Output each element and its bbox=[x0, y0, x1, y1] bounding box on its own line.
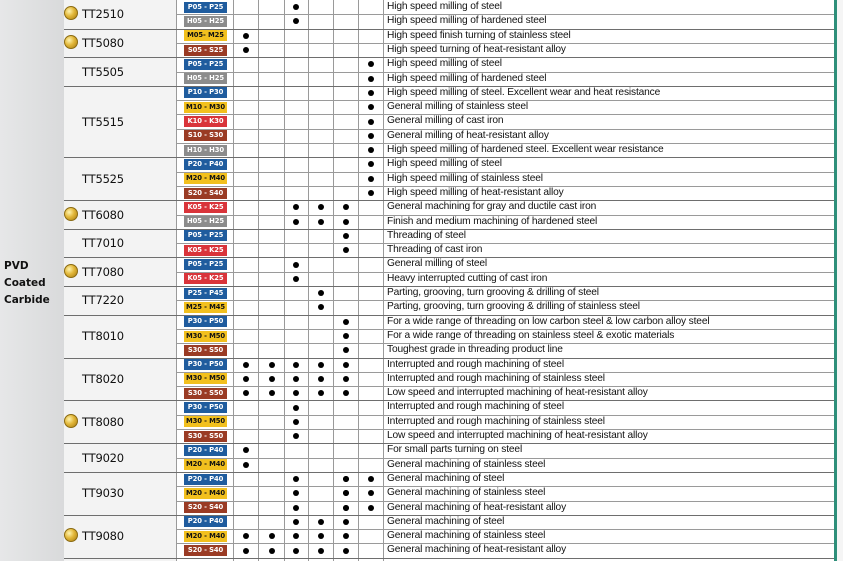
application-dot bbox=[318, 204, 324, 210]
application-dot bbox=[293, 262, 299, 268]
iso-range-badge: M20 - M40 bbox=[185, 488, 226, 497]
application-description: General milling of heat-resistant alloy bbox=[387, 129, 549, 141]
application-dot bbox=[343, 333, 349, 339]
application-dot bbox=[293, 476, 299, 482]
application-description: Heavy interrupted cutting of cast iron bbox=[387, 272, 548, 284]
gold-coin-icon bbox=[64, 207, 78, 221]
application-description: Toughest grade in threading product line bbox=[387, 344, 563, 356]
grade-name: TT7010 bbox=[82, 236, 124, 251]
iso-range-badge: M05- M25 bbox=[184, 30, 227, 41]
application-dot bbox=[343, 247, 349, 253]
application-dot bbox=[343, 362, 349, 368]
iso-range-badge: M30 - M50 bbox=[185, 417, 226, 426]
grade-name: TT6080 bbox=[82, 207, 124, 222]
iso-range-badge: P20 - P40 bbox=[184, 445, 227, 456]
application-dot bbox=[343, 476, 349, 482]
application-description: Threading of cast iron bbox=[387, 244, 483, 256]
iso-range-badge: M20 - M40 bbox=[185, 460, 226, 469]
iso-range-badge: S30 - S50 bbox=[184, 431, 227, 442]
iso-range-badge: K05 - K25 bbox=[184, 202, 227, 213]
grade-name: TT5525 bbox=[82, 171, 124, 186]
application-description: Interrupted and rough machining of stainless steel bbox=[387, 372, 605, 384]
application-description: For a wide range of threading on stainless steel & exotic materials bbox=[387, 329, 675, 341]
application-dot bbox=[318, 304, 324, 310]
application-description: High speed milling of hardened steel bbox=[387, 72, 547, 84]
application-dot bbox=[368, 490, 374, 496]
application-dot bbox=[343, 490, 349, 496]
iso-range-badge: M20 - M40 bbox=[185, 531, 226, 540]
application-description: General machining of heat-resistant alloy bbox=[387, 544, 567, 556]
application-dot bbox=[368, 119, 374, 125]
application-description: Low speed and interrupted machining of heat-resistant alloy bbox=[387, 430, 648, 441]
application-dot bbox=[269, 548, 275, 554]
row-divider bbox=[176, 429, 834, 430]
application-description: High speed milling of hardened steel bbox=[387, 15, 547, 27]
application-dot bbox=[368, 147, 374, 153]
grade-name: TT9030 bbox=[82, 486, 124, 501]
grade-divider bbox=[64, 558, 834, 559]
application-dot bbox=[293, 18, 299, 24]
application-dot bbox=[269, 533, 275, 539]
iso-range-badge: M10 - M30 bbox=[185, 102, 226, 111]
application-dot bbox=[293, 4, 299, 10]
grade-name: TT7220 bbox=[82, 293, 124, 308]
application-dot bbox=[368, 61, 374, 67]
application-description: General machining of steel bbox=[387, 472, 505, 484]
application-dot bbox=[293, 519, 299, 525]
application-dot bbox=[243, 447, 249, 453]
application-description: High speed finish turning of stainless steel bbox=[387, 29, 571, 41]
application-dot bbox=[243, 548, 249, 554]
row-divider bbox=[176, 501, 834, 502]
iso-range-badge: P30 - P50 bbox=[184, 316, 227, 327]
grade-name: TT8010 bbox=[82, 329, 124, 344]
application-description: General machining of stainless steel bbox=[387, 458, 546, 470]
application-description: General milling of steel bbox=[387, 258, 488, 270]
application-description: High speed milling of steel bbox=[387, 58, 502, 70]
application-dot bbox=[343, 548, 349, 554]
application-description: High speed milling of steel bbox=[387, 158, 502, 170]
application-dot bbox=[318, 533, 324, 539]
column-divider bbox=[383, 0, 384, 561]
application-description: General machining of stainless steel bbox=[387, 487, 546, 499]
right-edge-margin bbox=[837, 0, 843, 561]
iso-range-badge: S05 - S25 bbox=[184, 45, 227, 56]
application-description: Interrupted and rough machining of stainless steel bbox=[387, 415, 605, 427]
application-description: General machining of stainless steel bbox=[387, 530, 546, 542]
application-description: General milling of stainless steel bbox=[387, 101, 528, 113]
application-dot bbox=[318, 362, 324, 368]
application-dot bbox=[318, 519, 324, 525]
grade-name: TT7080 bbox=[82, 264, 124, 279]
application-description: High speed turning of heat-resistant alloy bbox=[387, 43, 566, 55]
column-divider bbox=[284, 0, 285, 561]
row-divider bbox=[176, 72, 834, 73]
row-divider bbox=[176, 172, 834, 173]
iso-range-badge: H05 - H25 bbox=[184, 16, 227, 27]
gold-coin-icon bbox=[64, 264, 78, 278]
application-description: General machining of steel bbox=[387, 515, 505, 527]
row-divider bbox=[176, 215, 834, 216]
column-divider bbox=[333, 0, 334, 561]
row-divider bbox=[176, 343, 834, 344]
application-dot bbox=[293, 419, 299, 425]
iso-range-badge: P20 - P40 bbox=[184, 159, 227, 170]
iso-range-badge: M25 - M45 bbox=[185, 302, 226, 311]
application-dot bbox=[293, 390, 299, 396]
row-divider bbox=[176, 329, 834, 330]
row-divider bbox=[176, 372, 834, 373]
application-description: General machining of heat-resistant alloy bbox=[387, 501, 567, 513]
application-dot bbox=[269, 390, 275, 396]
application-dot bbox=[243, 390, 249, 396]
column-divider bbox=[176, 0, 177, 561]
iso-range-badge: P30 - P50 bbox=[184, 359, 227, 370]
row-divider bbox=[176, 143, 834, 144]
application-dot bbox=[293, 276, 299, 282]
application-dot bbox=[293, 376, 299, 382]
iso-range-badge: M30 - M50 bbox=[185, 374, 226, 383]
iso-range-badge: P05 - P25 bbox=[184, 230, 227, 241]
application-description: Interrupted and rough machining of steel bbox=[387, 401, 564, 413]
application-dot bbox=[293, 433, 299, 439]
application-description: High speed milling of stainless steel bbox=[387, 172, 543, 184]
application-dot bbox=[293, 533, 299, 539]
row-divider bbox=[176, 100, 834, 101]
application-dot bbox=[368, 90, 374, 96]
iso-range-badge: P10 - P30 bbox=[184, 87, 227, 98]
application-dot bbox=[243, 376, 249, 382]
application-dot bbox=[293, 405, 299, 411]
application-dot bbox=[368, 161, 374, 167]
application-dot bbox=[243, 462, 249, 468]
row-divider bbox=[176, 243, 834, 244]
application-dot bbox=[318, 290, 324, 296]
application-description: Finish and medium machining of hardened steel bbox=[387, 215, 598, 227]
iso-range-badge: S30 - S50 bbox=[184, 388, 227, 399]
iso-range-badge: P20 - P40 bbox=[184, 516, 227, 527]
grade-name: TT2510 bbox=[82, 7, 124, 22]
application-dot bbox=[293, 505, 299, 511]
application-dot bbox=[293, 548, 299, 554]
application-dot bbox=[368, 176, 374, 182]
application-description: For small parts turning on steel bbox=[387, 444, 523, 456]
iso-range-badge: M30 - M50 bbox=[185, 331, 226, 340]
application-description: Parting, grooving, turn grooving & drilling of steel bbox=[387, 287, 599, 298]
application-dot bbox=[318, 219, 324, 225]
application-dot bbox=[343, 376, 349, 382]
iso-range-badge: P05 - P25 bbox=[184, 59, 227, 70]
iso-range-badge: P05 - P25 bbox=[184, 259, 227, 270]
application-dot bbox=[368, 76, 374, 82]
application-description: Threading of steel bbox=[387, 229, 466, 241]
application-description: Low speed and interrupted machining of heat-resistant alloy bbox=[387, 387, 648, 399]
application-dot bbox=[343, 505, 349, 511]
application-dot bbox=[318, 390, 324, 396]
iso-range-badge: H05 - H25 bbox=[184, 73, 227, 84]
application-dot bbox=[269, 362, 275, 368]
iso-range-badge: P25 - P45 bbox=[184, 288, 227, 299]
application-dot bbox=[269, 376, 275, 382]
row-divider bbox=[176, 415, 834, 416]
iso-range-badge: K05 - K25 bbox=[184, 273, 227, 284]
grade-name: TT9020 bbox=[82, 450, 124, 465]
grade-name: TT5505 bbox=[82, 64, 124, 79]
row-divider bbox=[176, 14, 834, 15]
application-dot bbox=[343, 533, 349, 539]
row-divider bbox=[176, 386, 834, 387]
iso-range-badge: K05 - K25 bbox=[184, 245, 227, 256]
application-dot bbox=[368, 476, 374, 482]
application-dot bbox=[243, 47, 249, 53]
grade-name: TT9080 bbox=[82, 529, 124, 544]
row-divider bbox=[176, 43, 834, 44]
row-divider bbox=[176, 272, 834, 273]
application-description: General machining for gray and ductile cast iron bbox=[387, 201, 597, 213]
iso-range-badge: P20 - P40 bbox=[184, 474, 227, 485]
iso-range-badge: P05 - P25 bbox=[184, 2, 227, 13]
grade-column-background bbox=[64, 0, 176, 561]
row-divider bbox=[176, 458, 834, 459]
grade-name: TT8080 bbox=[82, 414, 124, 429]
iso-range-badge: S20 - S40 bbox=[184, 188, 227, 199]
application-description: General milling of cast iron bbox=[387, 115, 504, 127]
row-divider bbox=[176, 114, 834, 115]
application-description: High speed milling of steel bbox=[387, 1, 502, 12]
iso-range-badge: M20 - M40 bbox=[185, 174, 226, 183]
grade-name: TT5515 bbox=[82, 114, 124, 129]
application-dot bbox=[318, 376, 324, 382]
application-dot bbox=[343, 319, 349, 325]
row-divider bbox=[176, 486, 834, 487]
application-description: For a wide range of threading on low carbon steel & low carbon alloy steel bbox=[387, 315, 710, 327]
application-dot bbox=[343, 219, 349, 225]
column-divider bbox=[308, 0, 309, 561]
gold-coin-icon bbox=[64, 414, 78, 428]
application-dot bbox=[368, 505, 374, 511]
application-dot bbox=[343, 519, 349, 525]
application-dot bbox=[243, 362, 249, 368]
application-description: High speed milling of steel. Excellent wear and heat resistance bbox=[387, 86, 661, 98]
application-dot bbox=[368, 133, 374, 139]
application-dot bbox=[293, 362, 299, 368]
iso-range-badge: S10 - S30 bbox=[184, 130, 227, 141]
row-divider bbox=[176, 300, 834, 301]
application-description: Interrupted and rough machining of steel bbox=[387, 358, 564, 370]
iso-range-badge: S20 - S40 bbox=[184, 545, 227, 556]
row-divider bbox=[176, 129, 834, 130]
column-divider bbox=[258, 0, 259, 561]
gold-coin-icon bbox=[64, 35, 78, 49]
application-dot bbox=[318, 548, 324, 554]
application-dot bbox=[343, 347, 349, 353]
application-dot bbox=[243, 33, 249, 39]
row-divider bbox=[176, 529, 834, 530]
application-dot bbox=[368, 104, 374, 110]
row-divider bbox=[176, 186, 834, 187]
column-divider bbox=[233, 0, 234, 561]
iso-range-badge: P30 - P50 bbox=[184, 402, 227, 413]
iso-range-badge: S20 - S40 bbox=[184, 502, 227, 513]
iso-range-badge: S30 - S50 bbox=[184, 345, 227, 356]
application-dot bbox=[343, 204, 349, 210]
iso-range-badge: K10 - K30 bbox=[184, 116, 227, 127]
application-dot bbox=[293, 490, 299, 496]
application-description: High speed milling of hardened steel. Excellent wear resistance bbox=[387, 144, 664, 155]
application-dot bbox=[293, 219, 299, 225]
grade-name: TT8020 bbox=[82, 371, 124, 386]
grade-name: TT5080 bbox=[82, 35, 124, 50]
application-description: High speed milling of heat-resistant alloy bbox=[387, 186, 564, 198]
application-dot bbox=[293, 204, 299, 210]
iso-range-badge: H05 - H25 bbox=[184, 216, 227, 227]
iso-range-badge: H10 - H30 bbox=[184, 145, 227, 156]
application-dot bbox=[343, 390, 349, 396]
row-divider bbox=[176, 543, 834, 544]
category-label: PVD Coated Carbide bbox=[4, 260, 50, 306]
application-description: Parting, grooving, turn grooving & drilling of stainless steel bbox=[387, 301, 640, 313]
application-dot bbox=[243, 533, 249, 539]
column-divider bbox=[358, 0, 359, 561]
application-dot bbox=[368, 190, 374, 196]
category-column bbox=[0, 0, 64, 561]
application-dot bbox=[343, 233, 349, 239]
